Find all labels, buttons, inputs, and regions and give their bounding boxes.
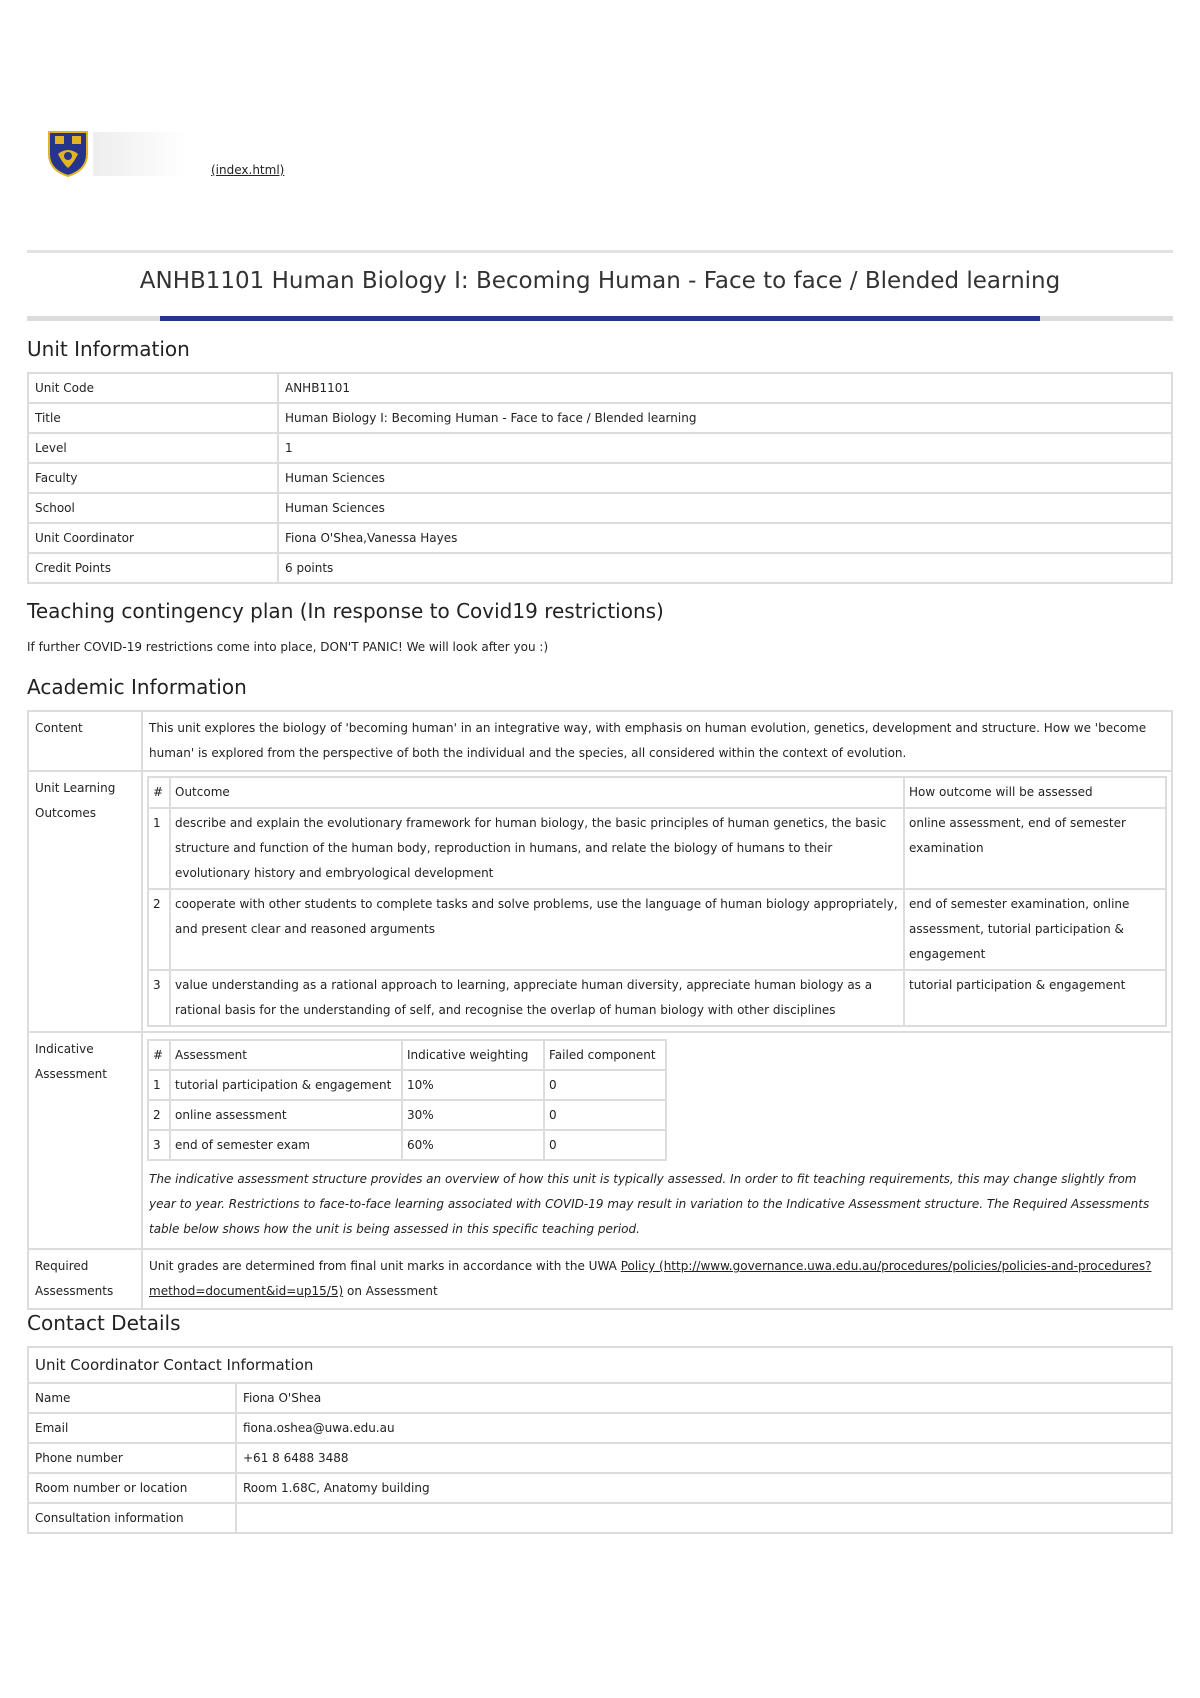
column-header: Indicative weighting <box>402 1040 544 1070</box>
row-label: Room number or location <box>28 1473 236 1503</box>
column-header: Failed component <box>544 1040 666 1070</box>
assessment-failed: 0 <box>544 1130 666 1160</box>
outcomes-table <box>147 776 1167 1027</box>
table-row <box>28 523 1172 553</box>
row-label: Name <box>28 1383 236 1413</box>
policy-link[interactable]: Policy (http://www.governance.uwa.edu.au/procedures/policies/policies-and-procedures?method=document&id=up15/5) <box>149 1259 1152 1298</box>
row-label: Level <box>28 433 278 463</box>
row-label: Faculty <box>28 463 278 493</box>
table-row <box>28 433 1172 463</box>
outcomes-header-row <box>148 777 1166 808</box>
title-rule-top <box>27 250 1173 253</box>
assessment-failed: 0 <box>544 1070 666 1100</box>
required-assessments-text <box>142 1249 1172 1309</box>
contingency-heading: Teaching contingency plan (In response to Covid19 restrictions) <box>27 599 664 623</box>
table-row <box>28 1032 1172 1249</box>
table-row <box>148 889 1166 970</box>
crest-icon <box>45 128 91 178</box>
column-header: # <box>148 1040 170 1070</box>
row-value: Fiona O'Shea,Vanessa Hayes <box>278 523 1172 553</box>
row-label: Credit Points <box>28 553 278 583</box>
table-row <box>28 1503 1172 1533</box>
outcome-text: value understanding as a rational approach to learning, appreciate human diversity, appreciate human biology as a rational basis for the understanding of self, and recognise the overlap of human biology with other disciplines <box>170 970 904 1026</box>
row-value: ANHB1101 <box>278 373 1172 403</box>
table-row <box>28 1473 1172 1503</box>
assessment-note: The indicative assessment structure provides an overview of how this unit is typically assessed. In order to fit teaching requirements, this may change slightly from year to year. Restrictions to face-to-face learning associated with COVID-19 may result in variation to the Indicative Assessment structure. The Required Assessments table below shows how the unit is being assessed in this specific teaching period. <box>149 1172 1150 1236</box>
table-row <box>28 1249 1172 1309</box>
table-row <box>148 808 1166 889</box>
outcomes-label: Unit Learning Outcomes <box>28 771 142 1032</box>
table-row <box>148 1070 666 1100</box>
table-row <box>28 553 1172 583</box>
assessment-weighting: 60% <box>402 1130 544 1160</box>
title-accent-bar <box>160 316 1040 321</box>
assessment-name: tutorial participation & engagement <box>170 1070 402 1100</box>
row-value: 6 points <box>278 553 1172 583</box>
table-row <box>28 373 1172 403</box>
row-label: Consultation information <box>28 1503 236 1533</box>
table-row <box>28 1413 1172 1443</box>
outcome-assessed: end of semester examination, online assessment, tutorial participation & engagement <box>904 889 1166 970</box>
row-value: 1 <box>278 433 1172 463</box>
academic-information-table <box>27 710 1173 1310</box>
assessment-number: 3 <box>148 1130 170 1160</box>
column-header: How outcome will be assessed <box>904 777 1166 808</box>
required-text-after: on Assessment <box>343 1284 438 1298</box>
row-label: Unit Code <box>28 373 278 403</box>
contact-table-heading: Unit Coordinator Contact Information <box>28 1347 1172 1383</box>
column-header: Outcome <box>170 777 904 808</box>
assessment-weighting: 10% <box>402 1070 544 1100</box>
required-assessments-label: Required Assessments <box>28 1249 142 1309</box>
contact-header-row <box>28 1347 1172 1383</box>
table-row <box>28 493 1172 523</box>
row-label: Email <box>28 1413 236 1443</box>
row-value: Human Biology I: Becoming Human - Face to face / Blended learning <box>278 403 1172 433</box>
assessment-table <box>147 1039 667 1161</box>
outcome-text: describe and explain the evolutionary framework for human biology, the basic principles of human genetics, the basic structure and function of the human body, reproduction in humans, and relate the biology of humans to their evolutionary history and embryological development <box>170 808 904 889</box>
outcome-text: cooperate with other students to complete tasks and solve problems, use the language of human biology appropriately, and present clear and reasoned arguments <box>170 889 904 970</box>
column-header: # <box>148 777 170 808</box>
academic-information-heading: Academic Information <box>27 675 247 699</box>
row-label: Phone number <box>28 1443 236 1473</box>
row-label: Title <box>28 403 278 433</box>
table-row <box>28 771 1172 1032</box>
assessment-number: 1 <box>148 1070 170 1100</box>
outcome-number: 3 <box>148 970 170 1026</box>
column-header: Assessment <box>170 1040 402 1070</box>
content-label: Content <box>28 711 142 771</box>
assessment-header-row <box>148 1040 666 1070</box>
row-value: Fiona O'Shea <box>236 1383 1172 1413</box>
table-row <box>28 1443 1172 1473</box>
table-row <box>148 1100 666 1130</box>
outcome-number: 1 <box>148 808 170 889</box>
row-value: Room 1.68C, Anatomy building <box>236 1473 1172 1503</box>
assessment-weighting: 30% <box>402 1100 544 1130</box>
logo-wordmark <box>93 132 187 176</box>
outcome-assessed: tutorial participation & engagement <box>904 970 1166 1026</box>
outcome-assessed: online assessment, end of semester examination <box>904 808 1166 889</box>
table-row <box>148 970 1166 1026</box>
assessment-number: 2 <box>148 1100 170 1130</box>
table-row <box>28 711 1172 771</box>
content-text: This unit explores the biology of 'becoming human' in an integrative way, with emphasis on human evolution, genetics, development and structure. How we 'become human' is explored from the perspective of both the individual and the species, all considered within the context of evolution. <box>142 711 1172 771</box>
row-label: Unit Coordinator <box>28 523 278 553</box>
assessment-failed: 0 <box>544 1100 666 1130</box>
contact-table <box>27 1346 1173 1534</box>
assessment-name: online assessment <box>170 1100 402 1130</box>
contact-details-heading: Contact Details <box>27 1311 181 1335</box>
outcome-number: 2 <box>148 889 170 970</box>
row-value: Human Sciences <box>278 493 1172 523</box>
unit-information-table <box>27 372 1173 584</box>
table-row <box>28 1383 1172 1413</box>
table-row <box>28 403 1172 433</box>
row-value <box>236 1503 1172 1533</box>
table-row <box>28 463 1172 493</box>
unit-information-heading: Unit Information <box>27 337 190 361</box>
assessment-name: end of semester exam <box>170 1130 402 1160</box>
row-value: fiona.oshea@uwa.edu.au <box>236 1413 1172 1443</box>
required-text-before: Unit grades are determined from final unit marks in accordance with the UWA <box>149 1259 621 1273</box>
table-row <box>148 1130 666 1160</box>
logo-home-link[interactable]: (index.html) <box>211 163 285 177</box>
page-title: ANHB1101 Human Biology I: Becoming Human - Face to face / Blended learning <box>139 268 1061 294</box>
row-value: +61 8 6488 3488 <box>236 1443 1172 1473</box>
contingency-text: If further COVID-19 restrictions come into place, DON'T PANIC! We will look after you :) <box>27 640 549 654</box>
row-value: Human Sciences <box>278 463 1172 493</box>
assessment-label: Indicative Assessment <box>28 1032 142 1249</box>
row-label: School <box>28 493 278 523</box>
